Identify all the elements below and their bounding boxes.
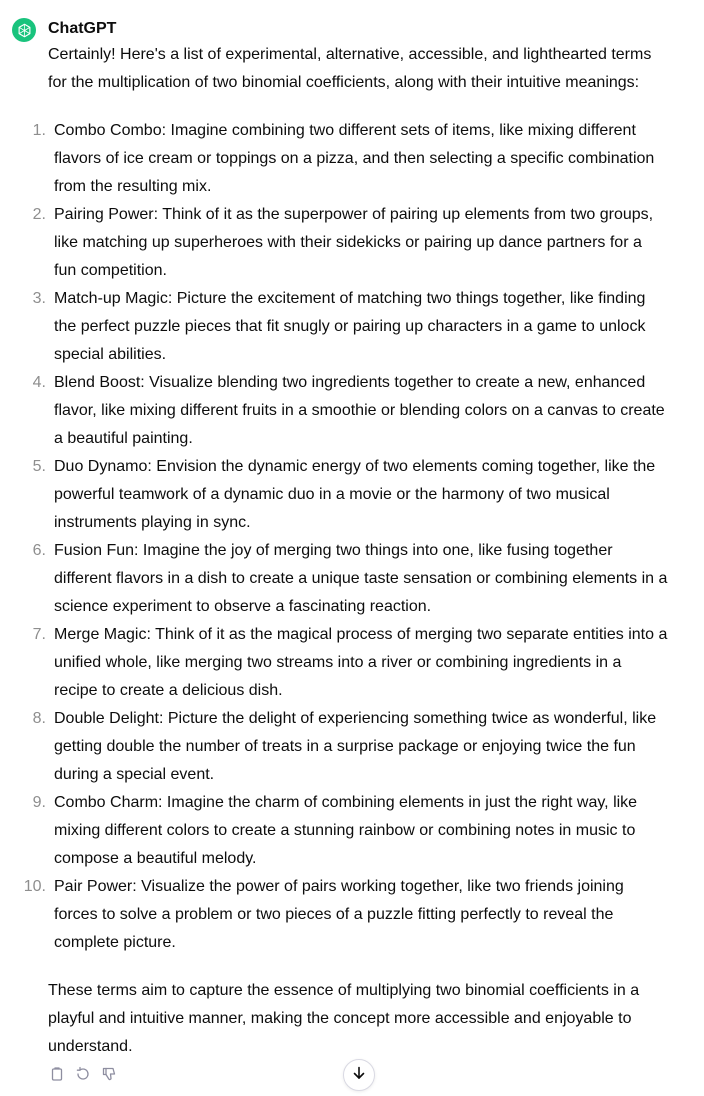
list-item-text: Merge Magic: Think of it as the magical process of merging two separate entities into a unified whole, like merging two streams into a river or combining ingredients in a recipe to create a delicious dish. <box>54 626 668 699</box>
list-item-number: 9. <box>32 794 46 811</box>
list-item-text: Pairing Power: Think of it as the superpower of pairing up elements from two groups, like matching up superheroes with their sidekicks or pairing up dance partners for a fun competition. <box>54 206 654 279</box>
list-item <box>32 285 668 369</box>
list-item <box>23 873 668 957</box>
list-item <box>32 705 668 789</box>
list-item-number: 4. <box>32 374 46 391</box>
thumbs-down-icon <box>101 1066 117 1087</box>
message-author: ChatGPT <box>48 20 117 37</box>
list-item-text: Double Delight: Picture the delight of experiencing something twice as wonderful, like getting double the number of treats in a surprise package or enjoying twice the fun during a special event. <box>54 710 657 783</box>
list-item-text: Combo Charm: Imagine the charm of combining elements in just the right way, like mixing different colors to create a stunning rainbow or combining notes in music to compose a beautiful melody. <box>54 794 638 867</box>
arrow-down-icon <box>351 1065 367 1086</box>
message-actions <box>48 1067 118 1085</box>
list-item-text: Pair Power: Visualize the power of pairs working together, like two friends joining forces to solve a problem or two pieces of a puzzle fitting perfectly to reveal the complete picture. <box>54 878 624 951</box>
message-intro: Certainly! Here's a list of experimental, alternative, accessible, and lighthearted terms for the multiplication of two binomial coefficients, along with their intuitive meanings: <box>48 46 652 91</box>
list-item <box>32 537 668 621</box>
terms-list <box>23 117 668 957</box>
list-item <box>32 453 668 537</box>
list-item-number: 1. <box>32 122 46 139</box>
list-item-text: Fusion Fun: Imagine the joy of merging two things into one, like fusing together different flavors in a dish to create a unique taste sensation or combining elements in a science experiment to observe a fascinating reaction. <box>54 542 668 615</box>
list-item-number: 5. <box>32 458 46 475</box>
list-item-number: 3. <box>32 290 46 307</box>
message-content <box>23 41 668 1061</box>
list-item <box>32 117 668 201</box>
regenerate-icon <box>75 1066 91 1087</box>
copy-button[interactable] <box>48 1067 66 1085</box>
list-item-number: 7. <box>32 626 46 643</box>
list-item <box>32 789 668 873</box>
list-item-text: Duo Dynamo: Envision the dynamic energy of two elements coming together, like the powerful teamwork of a dynamic duo in a movie or the harmony of two musical instruments playing in sync. <box>54 458 656 531</box>
list-item-number: 2. <box>32 206 46 223</box>
clipboard-icon <box>49 1066 65 1087</box>
message-outro: These terms aim to capture the essence of multiplying two binomial coefficients in a playful and intuitive manner, making the concept more accessible and enjoyable to understand. <box>48 982 640 1055</box>
list-item <box>32 369 668 453</box>
scroll-to-bottom-button[interactable] <box>343 1059 375 1091</box>
regenerate-button[interactable] <box>74 1067 92 1085</box>
list-item <box>32 621 668 705</box>
thumbs-down-button[interactable] <box>100 1067 118 1085</box>
list-item <box>32 201 668 285</box>
openai-logo-icon <box>12 18 36 42</box>
list-item-text: Combo Combo: Imagine combining two different sets of items, like mixing different flavors of ice cream or toppings on a pizza, and then selecting a specific combination from the resulting mix. <box>54 122 655 195</box>
list-item-text: Blend Boost: Visualize blending two ingredients together to create a new, enhanced flavor, like mixing different fruits in a smoothie or blending colors on a canvas to create a beautiful painting. <box>54 374 665 447</box>
list-item-number: 6. <box>32 542 46 559</box>
list-item-number: 10. <box>23 878 46 895</box>
list-item-text: Match-up Magic: Picture the excitement of matching two things together, like finding the perfect puzzle pieces that fit snugly or pairing up characters in a game to unlock special abilities. <box>54 290 646 363</box>
list-item-number: 8. <box>32 710 46 727</box>
